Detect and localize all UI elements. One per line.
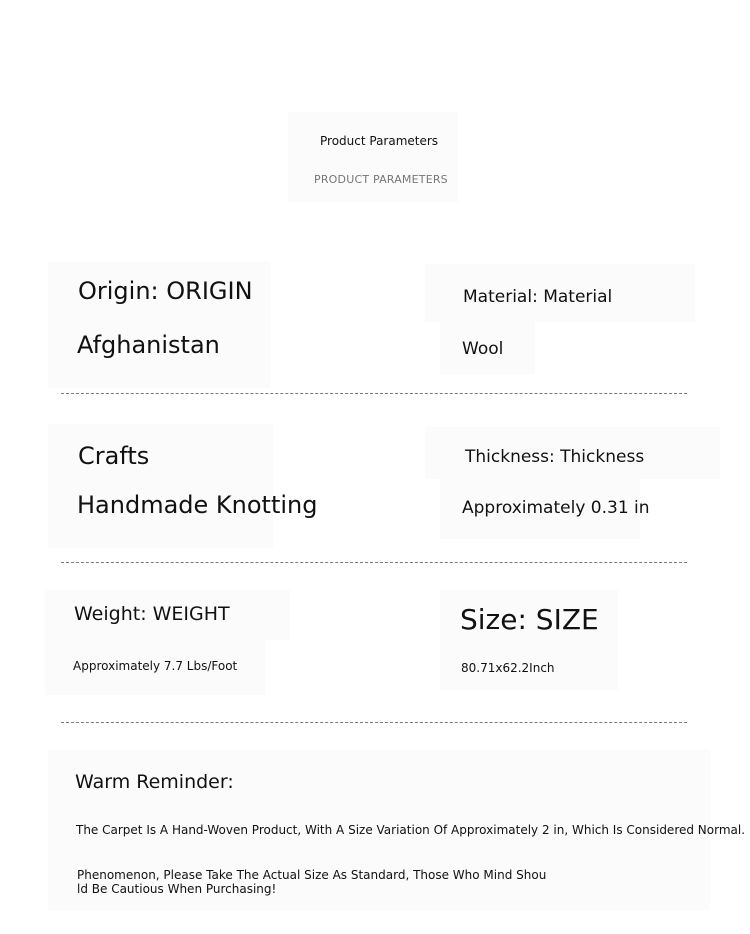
crafts-value: Handmade Knotting (77, 491, 318, 519)
divider-2 (61, 562, 687, 563)
origin-value: Afghanistan (77, 331, 220, 359)
reminder-line-2a: Phenomenon, Please Take The Actual Size As Standard, Those Who Mind Shou (77, 868, 547, 882)
divider-3 (61, 722, 687, 723)
size-value: 80.71x62.2Inch (461, 661, 555, 675)
thickness-value: Approximately 0.31 in (462, 498, 650, 518)
reminder-line-1: The Carpet Is A Hand-Woven Product, With A Size Variation Of Approximately 2 in, Which Is Considered Normal. (76, 823, 746, 837)
weight-value: Approximately 7.7 Lbs/Foot (73, 659, 238, 673)
page-title: Product Parameters (320, 134, 439, 148)
thickness-label: Thickness: Thickness (465, 447, 645, 467)
crafts-label: Crafts (78, 442, 150, 470)
page-subtitle: PRODUCT PARAMETERS (314, 173, 448, 186)
material-label: Material: Material (463, 287, 613, 307)
header-panel (288, 112, 458, 202)
reminder-line-2b: ld Be Cautious When Purchasing! (77, 882, 277, 896)
weight-label: Weight: WEIGHT (74, 603, 230, 625)
divider-1 (61, 393, 687, 394)
reminder-title: Warm Reminder: (75, 771, 234, 793)
size-label: Size: SIZE (460, 603, 599, 636)
origin-label: Origin: ORIGIN (78, 277, 253, 305)
material-value: Wool (462, 339, 504, 359)
reminder-line-2 (77, 868, 546, 896)
